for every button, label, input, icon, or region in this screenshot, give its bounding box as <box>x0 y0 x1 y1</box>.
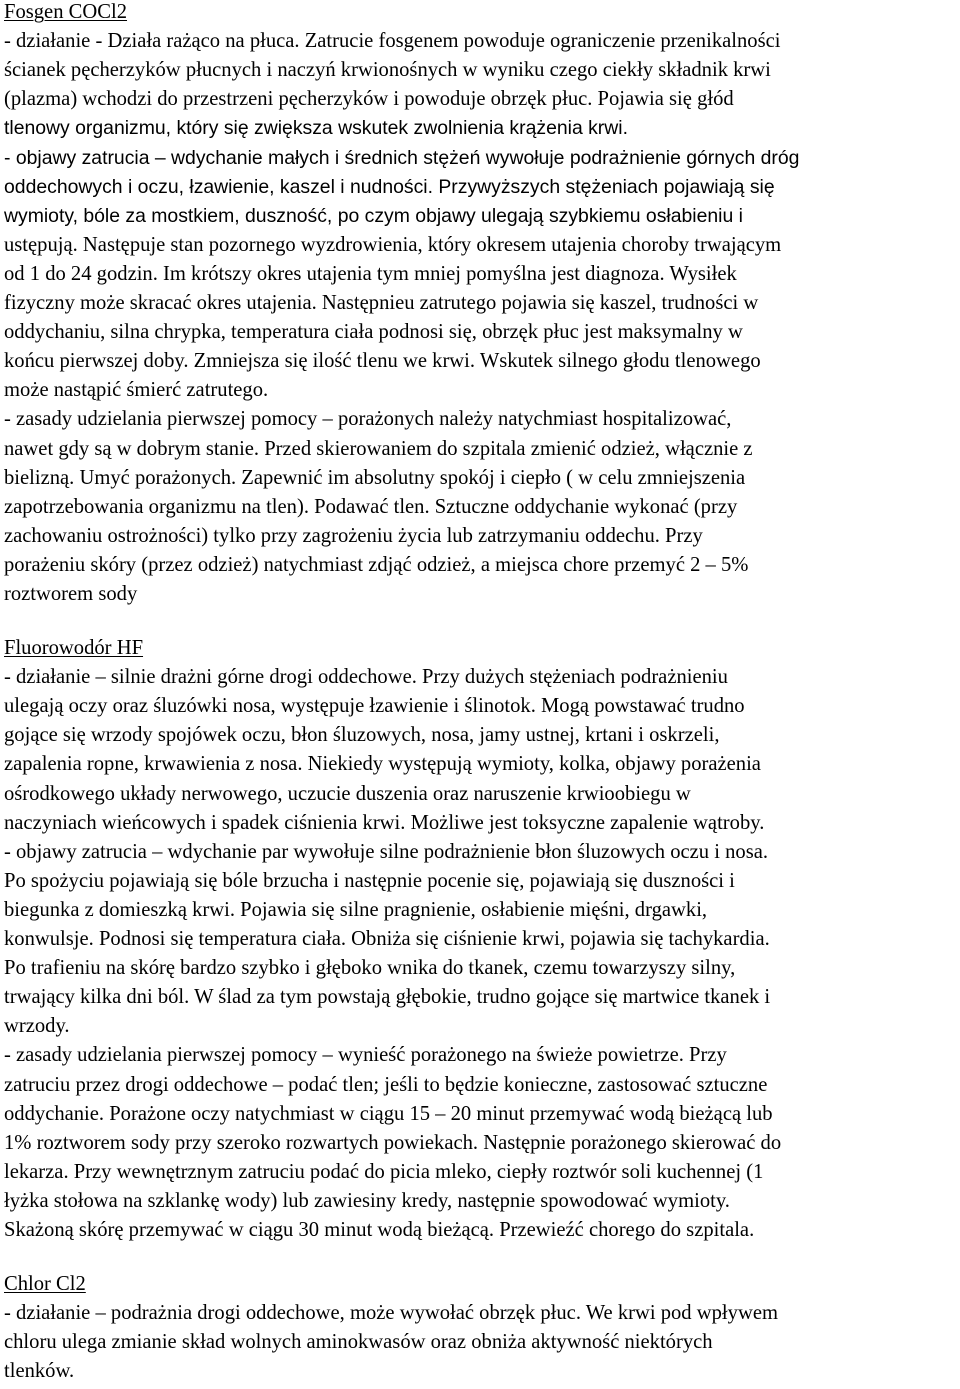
paragraph-line: - objawy zatrucia – wdychanie par wywołuje silne podrażnienie błon śluzowych oczu i nosa. <box>4 841 769 863</box>
paragraph-line: - zasady udzielania pierwszej pomocy – wynieść porażonego na świeże powietrze. Przy <box>4 1044 727 1066</box>
paragraph-line: - działanie – silnie drażni górne drogi oddechowe. Przy dużych stężeniach podrażnieniu <box>4 666 728 688</box>
paragraph-line: Skażoną skórę przemywać w ciągu 30 minut wodą bieżącą. Przewieźć chorego do szpitala. <box>4 1219 755 1241</box>
paragraph-line: końcu pierwszej doby. Zmniejsza się ilość tlenu we krwi. Wskutek silnego głodu tlenowego <box>4 350 761 372</box>
paragraph-line: trwający kilka dni ból. W ślad za tym powstają głębokie, trudno gojące się martwice tkanek i <box>4 986 771 1008</box>
paragraph-line: Po trafieniu na skórę bardzo szybko i głęboko wnika do tkanek, czemu towarzyszy silny, <box>4 957 736 979</box>
paragraph-line: fizyczny może skracać okres utajenia. Następnieu zatrutego pojawia się kaszel, trudności w <box>4 292 759 314</box>
paragraph-line: - działanie – podrażnia drogi oddechowe, może wywołać obrzęk płuc. We krwi pod wpływem <box>4 1302 778 1324</box>
paragraph-line: - zasady udzielania pierwszej pomocy – porażonych należy natychmiast hospitalizować, <box>4 408 732 430</box>
paragraph-line: zapotrzebowania organizmu na tlen). Podawać tlen. Sztuczne oddychanie wykonać (przy <box>4 496 738 518</box>
paragraph-line: tlenków. <box>4 1360 75 1382</box>
paragraph-line: tlenowy organizmu, który się zwiększa wskutek zwolnienia krążenia krwi. <box>4 117 628 139</box>
paragraph-line: nawet gdy są w dobrym stanie. Przed skierowaniem do szpitala zmienić odzież, włącznie z <box>4 438 753 460</box>
section-heading: Chlor Cl2 <box>4 1273 86 1295</box>
paragraph-line: konwulsje. Podnosi się temperatura ciała. Obniża się ciśnienie krwi, pojawia się tachykardia. <box>4 928 770 950</box>
paragraph-line: od 1 do 24 godzin. Im krótszy okres utajenia tym mniej pomyślna jest diagnoza. Wysiłek <box>4 263 737 285</box>
paragraph-line: - objawy zatrucia – wdychanie małych i średnich stężeń wywołuje podrażnienie górnych dróg <box>4 147 800 169</box>
paragraph-line: ścianek pęcherzyków płucnych i naczyń krwionośnych w wyniku czego ciekły składnik krwi <box>4 59 771 81</box>
paragraph-line: zapalenia ropne, krwawienia z nosa. Niekiedy występują wymioty, kolka, objawy porażenia <box>4 753 761 775</box>
paragraph-line: oddychanie. Porażone oczy natychmiast w ciągu 15 – 20 minut przemywać wodą bieżącą lub <box>4 1103 773 1125</box>
paragraph-line: lekarza. Przy wewnętrznym zatruciu podać do picia mleko, ciepły roztwór soli kuchennej (1 <box>4 1161 764 1183</box>
paragraph-line: ulegają oczy oraz śluzówki nosa, występuje łzawienie i ślinotok. Mogą powstawać trudno <box>4 695 745 717</box>
paragraph-line: gojące się wrzody spojówek oczu, błon śluzowych, nosa, jamy ustnej, krtani i oskrzeli, <box>4 724 720 746</box>
paragraph-line: bielizną. Umyć porażonych. Zapewnić im absolutny spokój i ciepło ( w celu zmniejszenia <box>4 467 746 489</box>
paragraph-line: chloru ulega zmianie skład wolnych aminokwasów oraz obniża aktywność niektórych <box>4 1331 713 1353</box>
paragraph-line: ustępują. Następuje stan pozornego wyzdrowienia, który okresem utajenia choroby trwającym <box>4 234 782 256</box>
section-heading: Fluorowodór HF <box>4 637 144 659</box>
paragraph-line: wrzody. <box>4 1015 70 1037</box>
paragraph-line: naczyniach wieńcowych i spadek ciśnienia krwi. Możliwe jest toksyczne zapalenie wątroby. <box>4 812 765 834</box>
paragraph-line: może nastąpić śmierć zatrutego. <box>4 379 269 401</box>
paragraph-line: wymioty, bóle za mostkiem, duszność, po czym objawy ulegają szybkiemu osłabieniu i <box>4 205 743 227</box>
paragraph-line: biegunka z domieszką krwi. Pojawia się silne pragnienie, osłabienie mięśni, drgawki, <box>4 899 708 921</box>
paragraph-line: oddechowych i oczu, łzawienie, kaszel i nudności. Przywyższych stężeniach pojawiają się <box>4 176 775 198</box>
paragraph-line: oddychaniu, silna chrypka, temperatura ciała podnosi się, obrzęk płuc jest maksymalny w <box>4 321 743 343</box>
paragraph-line: porażeniu skóry (przez odzież) natychmiast zdjąć odzież, a miejsca chore przemyć 2 – 5% <box>4 554 749 576</box>
paragraph-line: (plazma) wchodzi do przestrzeni pęcherzyków i powoduje obrzęk płuc. Pojawia się głód <box>4 88 734 110</box>
paragraph-line: Po spożyciu pojawiają się bóle brzucha i następnie pocenie się, pojawiają się duszności i <box>4 870 735 892</box>
paragraph-line: 1% roztworem sody przy szeroko rozwartych powiekach. Następnie porażonego skierować do <box>4 1132 782 1154</box>
paragraph-line: zachowaniu ostrożności) tylko przy zagrożeniu życia lub zatrzymaniu oddechu. Przy <box>4 525 703 547</box>
paragraph-line: roztworem sody <box>4 583 138 605</box>
paragraph-line: ośrodkowego układy nerwowego, uczucie duszenia oraz naruszenie krwioobiegu w <box>4 783 691 805</box>
paragraph-line: łyżka stołowa na szklankę wody) lub zawiesiny kredy, następnie spowodować wymioty. <box>4 1190 730 1212</box>
paragraph-line: - działanie - Działa rażąco na płuca. Zatrucie fosgenem powoduje ograniczenie przenikalności <box>4 30 781 52</box>
section-heading: Fosgen COCl2 <box>4 1 128 23</box>
paragraph-line: zatruciu przez drogi oddechowe – podać tlen; jeśli to będzie konieczne, zastosować sztuczne <box>4 1074 768 1096</box>
